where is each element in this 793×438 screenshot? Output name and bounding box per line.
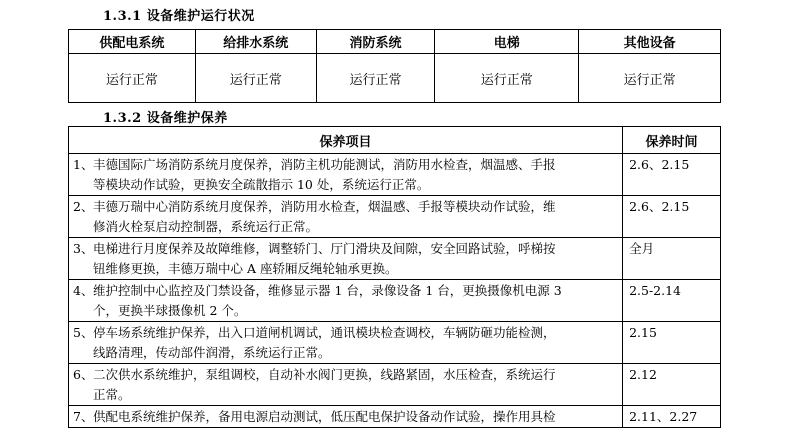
item-number: 7、 (73, 409, 94, 424)
maintenance-item (69, 364, 623, 406)
table-row (69, 364, 721, 406)
item-text: 停车场系统维护保养，出入口道闸机调试，通讯模块检查调校，车辆防砸功能检测， (93, 325, 556, 340)
status-header-row (69, 30, 721, 54)
maintenance-item (69, 406, 623, 428)
item-text: 丰德国际广场消防系统月度保养，消防主机功能测试，消防用水检查，烟温感、手报 (93, 157, 556, 172)
item-text: 供配电系统维护保养，备用电源启动测试，低压配电保护设备动作试验，操作用具检 (93, 409, 556, 424)
maintenance-item (69, 196, 623, 238)
item-line-2: 线路清理，传动部件润滑，系统运行正常。 (93, 345, 331, 360)
maintenance-time: 2.15 (623, 322, 721, 364)
item-number: 3、 (73, 241, 94, 256)
maintenance-item (69, 154, 623, 196)
status-header-elevator: 电梯 (435, 30, 579, 54)
item-line-2: 个，更换半球摄像机 2 个。 (93, 303, 247, 318)
item-line-1 (73, 197, 618, 217)
item-line-2: 钮维修更换，丰德万瑞中心 A 座轿厢反绳轮轴承更换。 (93, 261, 398, 276)
table-row (69, 322, 721, 364)
table-row (69, 196, 721, 238)
item-line-2: 正常。 (93, 387, 131, 402)
item-line-2: 等模块动作试验，更换安全疏散指示 10 处，系统运行正常。 (93, 177, 430, 192)
maintenance-section-heading: 1.3.2 设备维护保养 (103, 111, 228, 126)
maintenance-header-row (69, 127, 721, 154)
maintenance-time: 2.5-2.14 (623, 280, 721, 322)
status-value-elevator: 运行正常 (435, 54, 579, 103)
status-header-other: 其他设备 (579, 30, 721, 54)
table-row (69, 280, 721, 322)
maintenance-time: 2.6、2.15 (623, 196, 721, 238)
header-item: 保养项目 (69, 127, 623, 154)
table-row (69, 406, 721, 428)
status-section-heading: 1.3.1 设备维护运行状况 (103, 9, 255, 24)
item-text: 电梯进行月度保养及故障维修，调整轿门、厅门滑块及间隙，安全回路试验，呼梯按 (93, 241, 556, 256)
maintenance-table (68, 126, 721, 428)
maintenance-time: 2.12 (623, 364, 721, 406)
item-line-1 (73, 323, 618, 343)
maintenance-time: 2.6、2.15 (623, 154, 721, 196)
status-value-other: 运行正常 (579, 54, 721, 103)
item-text: 维护控制中心监控及门禁设备，维修显示器 1 台，录像设备 1 台，更换摄像机电源 3 (93, 283, 562, 298)
maintenance-item (69, 280, 623, 322)
equipment-status-table (68, 29, 721, 103)
item-text: 二次供水系统维护，泵组调校，自动补水阀门更换，线路紧固，水压检查，系统运行 (93, 367, 556, 382)
item-number: 4、 (73, 283, 94, 298)
status-value-fire: 运行正常 (316, 54, 435, 103)
header-time: 保养时间 (623, 127, 721, 154)
item-line-1 (73, 365, 618, 385)
status-header-water: 给排水系统 (195, 30, 316, 54)
status-value-water: 运行正常 (195, 54, 316, 103)
item-number: 5、 (73, 325, 94, 340)
item-number: 1、 (73, 157, 94, 172)
item-text: 丰德万瑞中心消防系统月度保养，消防用水检查，烟温感、手报等模块动作试验，维 (93, 199, 556, 214)
table-row (69, 238, 721, 280)
status-header-power: 供配电系统 (69, 30, 196, 54)
status-value-row (69, 54, 721, 103)
maintenance-time: 2.11、2.27 (623, 406, 721, 428)
item-number: 2、 (73, 199, 94, 214)
maintenance-time: 全月 (623, 238, 721, 280)
maintenance-item (69, 322, 623, 364)
item-number: 6、 (73, 367, 94, 382)
item-line-1 (73, 155, 618, 175)
item-line-1 (73, 239, 618, 259)
item-line-2: 修消火栓泵启动控制器，系统运行正常。 (93, 219, 319, 234)
status-header-fire: 消防系统 (316, 30, 435, 54)
status-value-power: 运行正常 (69, 54, 196, 103)
item-line-1 (73, 407, 618, 427)
item-line-1 (73, 281, 618, 301)
maintenance-item (69, 238, 623, 280)
table-row (69, 154, 721, 196)
